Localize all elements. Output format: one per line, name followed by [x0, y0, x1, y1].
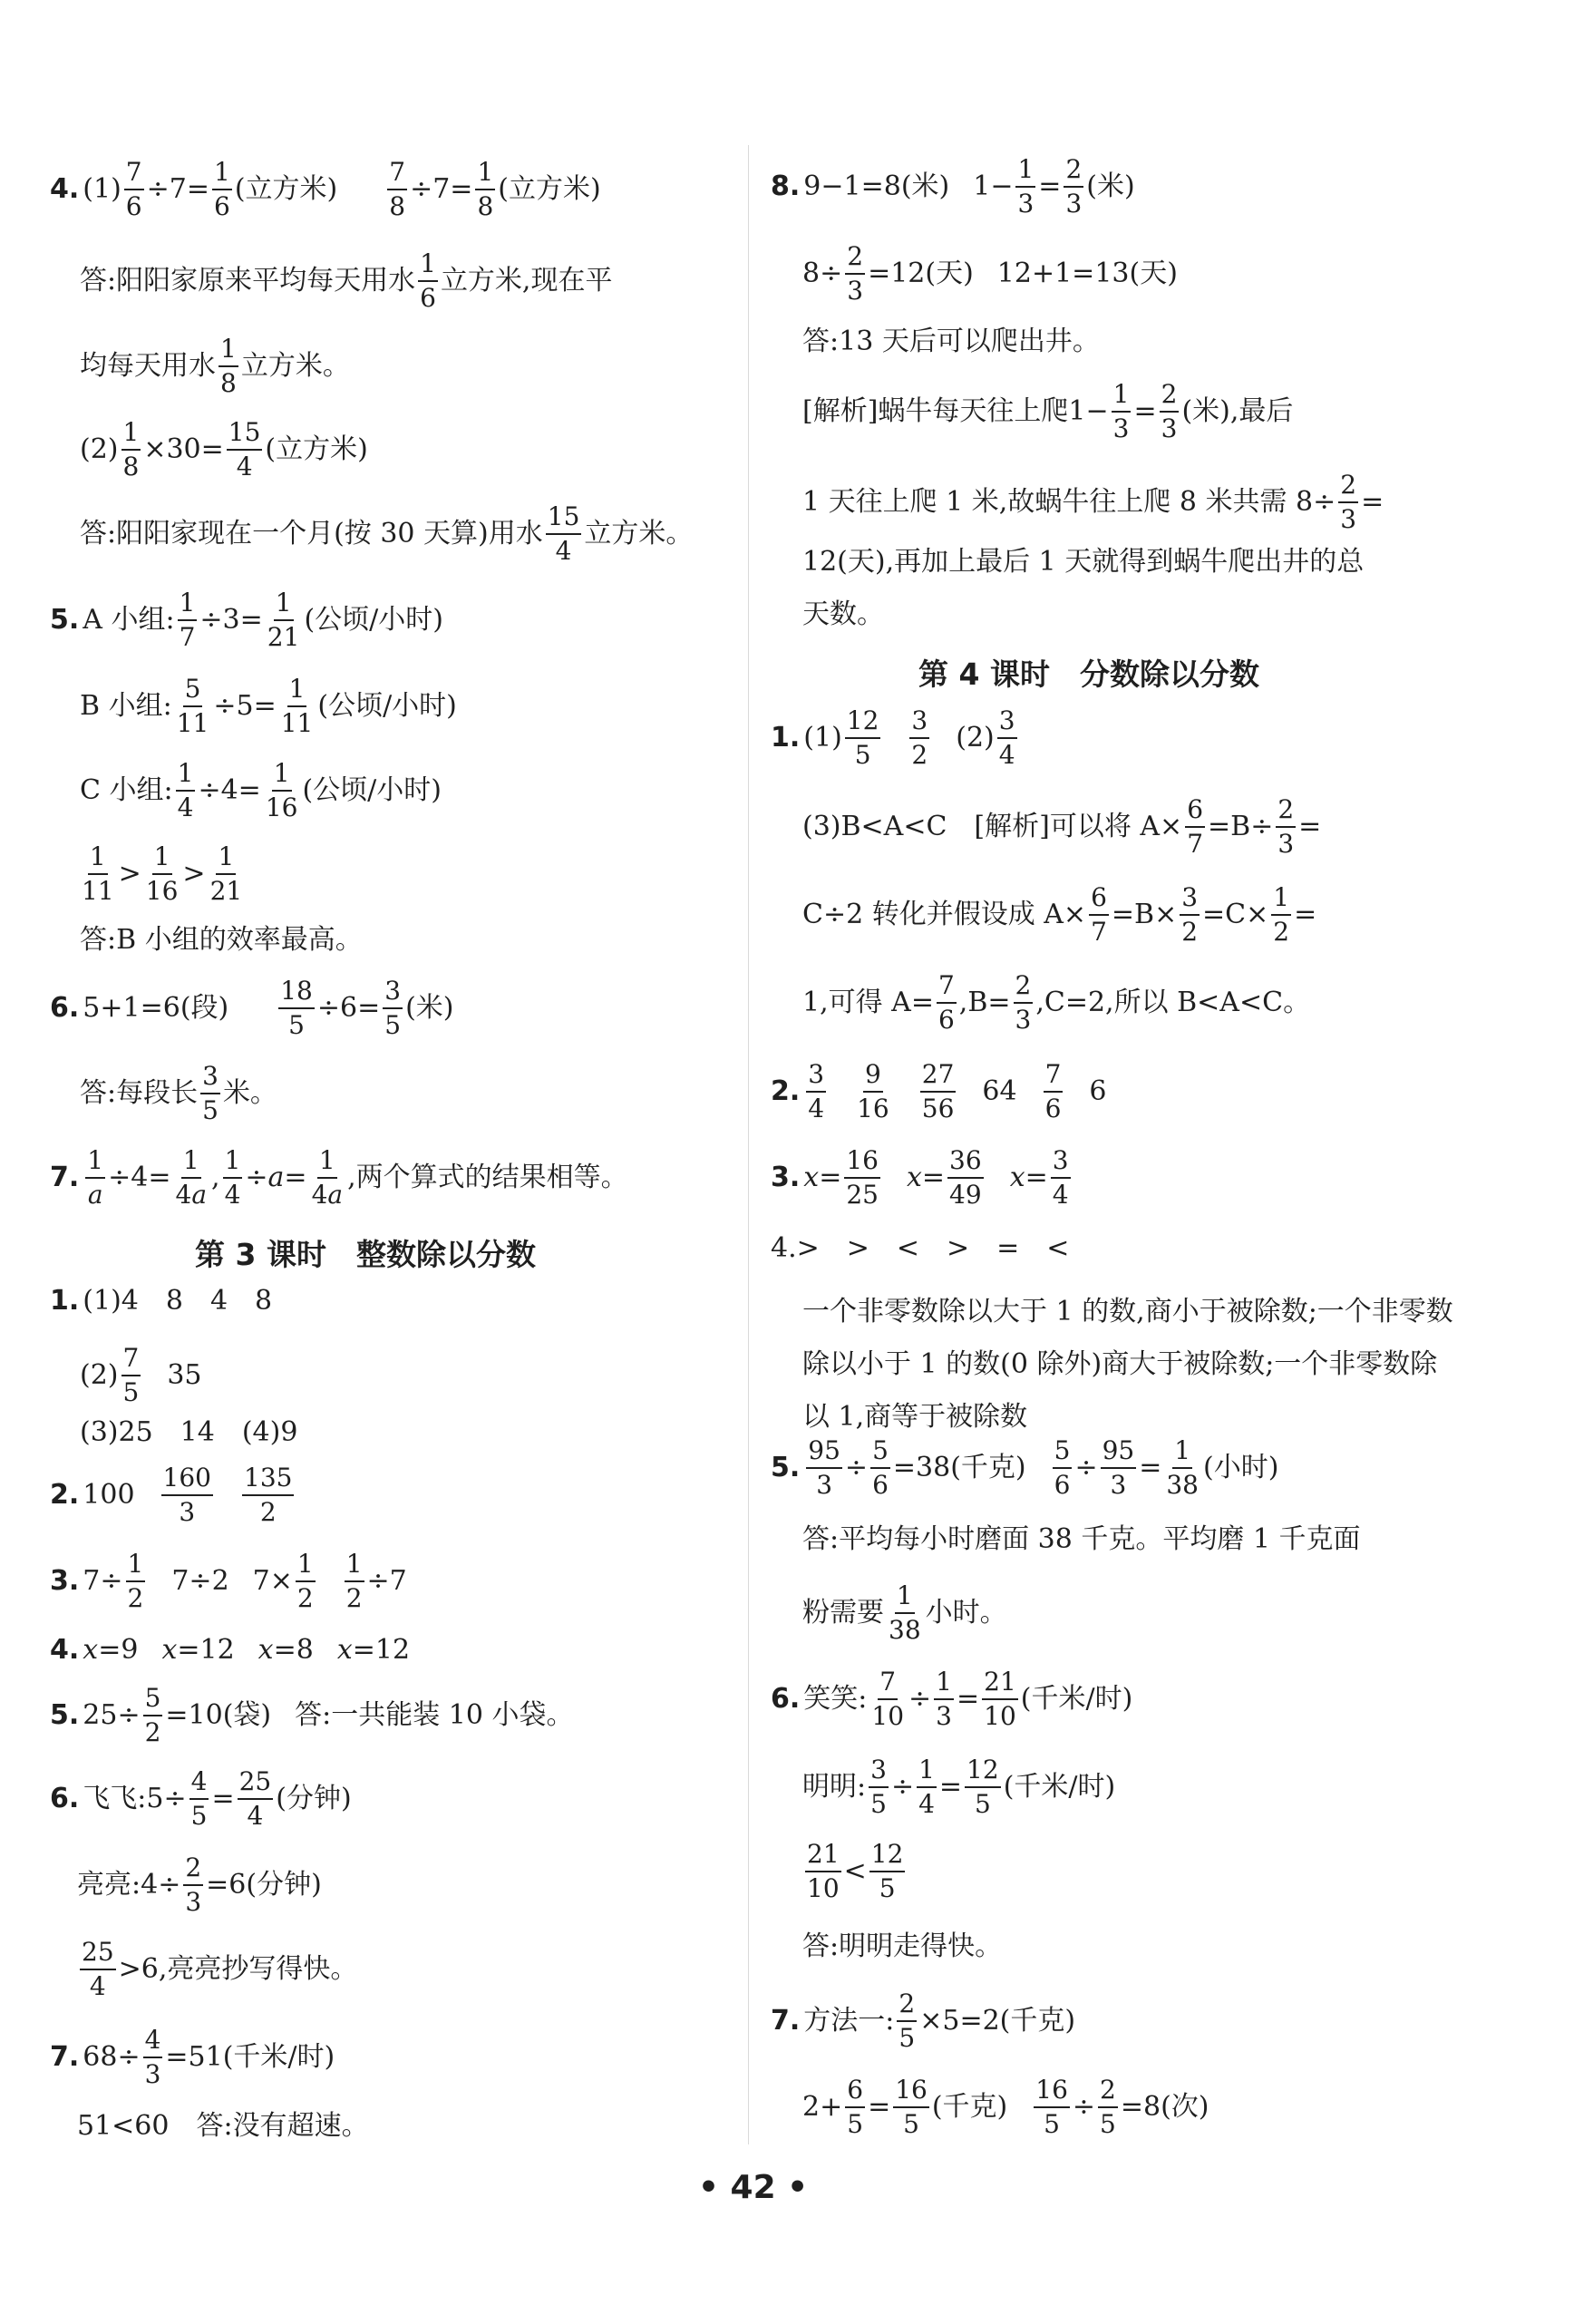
q7: 7. $\frac{1}{a}$ ÷4= $\frac{1}{4a}$ , $\frac{1}{4}$ ÷ a = $\frac{1}{4a}$ ,两个算式的结果相等。	[50, 1145, 628, 1211]
h4-q7: 7. 方法一: $\frac{2}{5}$ ×5=2(千克)	[771, 1989, 1076, 2054]
q8-answer: 答:13 天后可以爬出井。	[802, 326, 1100, 357]
h4-q6-answer: 答:明明走得快。	[802, 1930, 1003, 1962]
h3-q3: 3. 7÷ $\frac{1}{2}$ 7÷2 7× $\frac{1}{2}$ $\frac{1}{2}$ ÷7	[50, 1549, 407, 1614]
h4-q6-a: 6. 笑笑 : $\frac{7}{10}$ ÷ $\frac{1}{3}$ = $\frac{21}{10}$ (千米/时)	[771, 1667, 1133, 1732]
h4-q4-paragraph: 一个非零数除以大于 1 的数,商小于被除数;一个非零数除以小于 1 的数(0 除外)商大于被除数;一个非零数除以 1,商等于被除数	[802, 1296, 1453, 1433]
h4-q1-3: (3)B<A<C [解析]可以将 A× $\frac{6}{7}$ =B÷ $\frac{2}{3}$ =	[802, 794, 1322, 860]
q6: 6. 5+1=6(段) $\frac{18}{5}$ ÷6= $\frac{3}{5}$ (米)	[50, 976, 454, 1041]
h4-q5: 5. $\frac{95}{3}$ ÷ $\frac{5}{6}$ =38(千克) $\frac{5}{6}$ ÷ $\frac{95}{3}$ = $\frac{1}{38}$ (小时)	[771, 1435, 1279, 1501]
h4-q4: 4.> > < > = <	[771, 1232, 1070, 1264]
q5-a: 5. A 小组 : $\frac{1}{7}$ ÷3= $\frac{1}{21}$ (公顷/小时)	[50, 588, 443, 653]
h3-q1-2: (2) $\frac{7}{5}$ 35	[80, 1343, 202, 1408]
q8: 8. 9−1=8(米) 1− $\frac{1}{3}$ = $\frac{2}{3}$ (米)	[771, 154, 1135, 219]
h4-q1-3b: C÷2 转化并假设成 A× $\frac{6}{7}$ =B× $\frac{3}{2}$ =C× $\frac{1}{2}$ =	[802, 882, 1317, 948]
h4-q5-answer: 答:平均每小时磨面 38 千克。平均磨 1 千克面	[802, 1523, 1361, 1555]
h3-q1-1: 1. (1)4 8 4 8	[50, 1285, 273, 1317]
q6-answer: 答:每段长 $\frac{3}{5}$ 米。	[80, 1061, 277, 1126]
h3-q7: 7. 68÷ $\frac{4}{3}$ =51(千米/时)	[50, 2025, 335, 2090]
q4-answer-1: 答:阳阳家原来平均每天用水 $\frac{1}{6}$ 立方米,现在平	[80, 248, 613, 314]
h3-q4: 4. x=9 x=12 x=8 x=12	[50, 1634, 411, 1666]
h3-q6-b: 亮亮 :4÷ $\frac{2}{3}$ =6(分钟)	[77, 1852, 322, 1918]
column-divider	[748, 145, 749, 2144]
h4-q2: 2. $\frac{3}{4}$ $\frac{9}{16}$ $\frac{27}{56}$ 64 $\frac{7}{6}$ 6	[771, 1059, 1107, 1124]
q4-2: (2) $\frac{1}{8}$ ×30= $\frac{15}{4}$ (立方米)	[80, 417, 368, 482]
h3-q5: 5. 25÷ $\frac{5}{2}$ =10(袋) 答:一共能装 10 小袋。	[50, 1683, 574, 1748]
q5-b: B 小组 : $\frac{5}{11}$ ÷5= $\frac{1}{11}$ (公顷/小时)	[80, 674, 457, 739]
h4-q1-3c: 1,可得 A= $\frac{7}{6}$ ,B= $\frac{2}{3}$ ,C=2,所以 B<A<C。	[802, 970, 1311, 1036]
q8-analysis-1: [解析]蜗牛每天往上爬 1− $\frac{1}{3}$ = $\frac{2}{3}$ (米),最后	[802, 379, 1294, 444]
h4-q1: 1. (1) $\frac{12}{5}$ $\frac{3}{2}$ (2) $\frac{3}{4}$	[771, 705, 1015, 771]
h3-q7-b: 51<60 答:没有超速。	[77, 2110, 369, 2142]
q4-1: 4. (1) $\frac{7}{6}$ ÷7= $\frac{1}{6}$ (立方米) $\frac{7}{8}$ ÷7= $\frac{1}{8}$ (立方米)	[50, 157, 601, 222]
q8-analysis-3: 12(天),再加上最后 1 天就得到蜗牛爬出井的总	[802, 546, 1365, 578]
lesson-4-heading: 第 4 课时 分数除以分数	[918, 656, 1259, 692]
h4-q7-b: 2+ $\frac{6}{5}$ = $\frac{16}{5}$ (千克) $\frac{16}{5}$ ÷ $\frac{2}{5}$ =8(次)	[802, 2075, 1209, 2140]
q4-answer-2: 答:阳阳家现在一个月(按 30 天算)用水 $\frac{15}{4}$ 立方米。	[80, 501, 694, 567]
q4-answer-1b: 均每天用水 $\frac{1}{8}$ 立方米。	[80, 334, 350, 399]
page-number: • 42 •	[698, 2169, 809, 2206]
h3-q6-a: 6. 飞飞 :5÷ $\frac{4}{5}$ = $\frac{25}{4}$ (分钟)	[50, 1766, 352, 1832]
q5-c: C 小组 : $\frac{1}{4}$ ÷4= $\frac{1}{16}$ (公顷/小时)	[80, 758, 442, 823]
h3-q6-c: $\frac{25}{4}$ >6,亮亮抄写得快。	[82, 1937, 358, 2002]
h4-q6-b: 明明 : $\frac{3}{5}$ ÷ $\frac{1}{4}$ = $\frac{12}{5}$ (千米/时)	[802, 1755, 1116, 1820]
h3-q1-3: (3)25 14 (4)9	[80, 1416, 298, 1448]
lesson-3-heading: 第 3 课时 整数除以分数	[195, 1237, 536, 1272]
q8-analysis-4: 天数。	[802, 598, 884, 630]
h4-q5-answer-b: 粉需要 $\frac{1}{38}$ 小时。	[802, 1580, 1007, 1646]
h4-q6-c: $\frac{21}{10}$ < $\frac{12}{5}$	[807, 1839, 904, 1904]
q8-b: 8÷ $\frac{2}{3}$ =12(天) 12+1=13(天)	[802, 241, 1178, 306]
h3-q2: 2. 100 $\frac{160}{3}$ $\frac{135}{2}$	[50, 1463, 293, 1528]
q5-answer: 答:B 小组的效率最高。	[80, 924, 363, 956]
q8-analysis-2: 1 天往上爬 1 米,故蜗牛往上爬 8 米共需 8÷ $\frac{2}{3}$ =	[802, 470, 1384, 535]
q5-compare: $\frac{1}{11}$ > $\frac{1}{16}$ > $\frac{1}{21}$	[82, 841, 243, 907]
h4-q3: 3. x = $\frac{16}{25}$ x = $\frac{36}{49}$ x = $\frac{3}{4}$	[771, 1145, 1069, 1211]
